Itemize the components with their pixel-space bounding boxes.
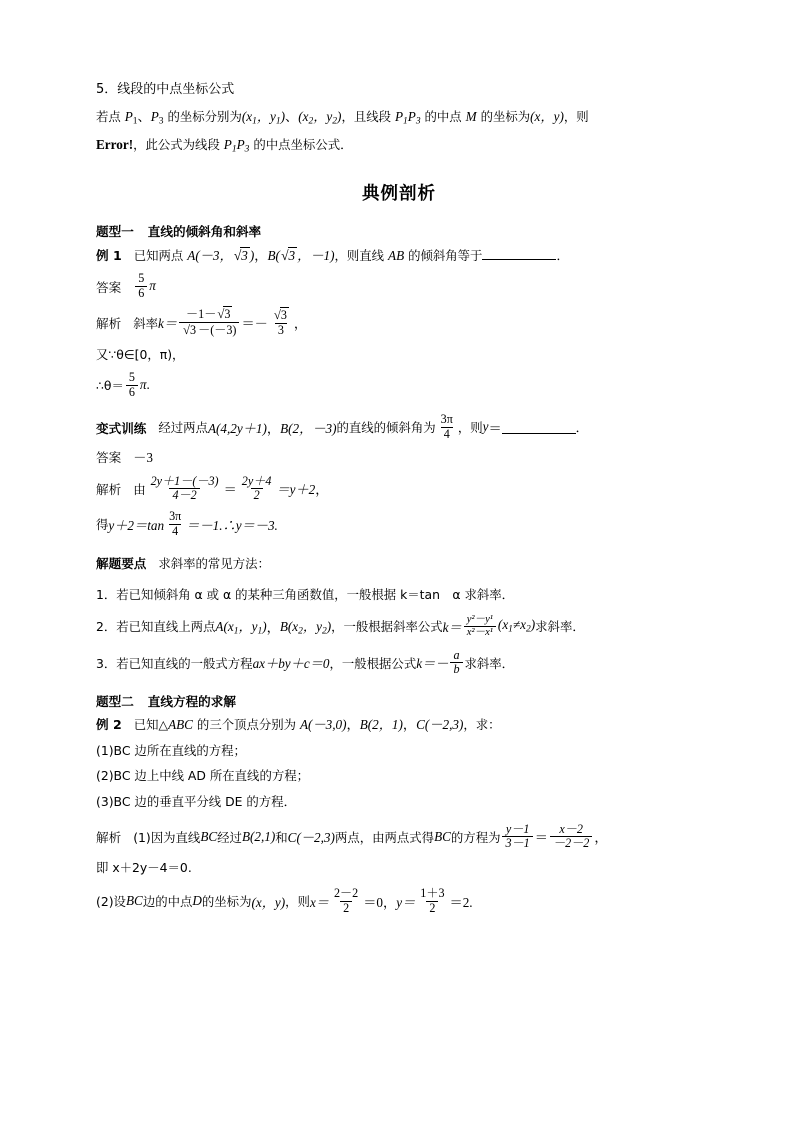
key-point-3 (96, 649, 702, 677)
math-P1P3-b: $P_1P_3$ (223, 137, 250, 156)
equals: ＝ (488, 420, 502, 436)
period: . (146, 377, 150, 393)
section-5-line-1: 若点 $P_1$、$P_3$ 的坐标分别为($x_1$，$y_1$)、($x_2$，$y_2$)，且线段 $P_1P_3$ 的中点 M 的坐标为(x，y)，则 (96, 109, 589, 127)
fraction-y: $\frac{1+3}{2}$ (420, 886, 445, 915)
text-frag: 由 (133, 481, 146, 497)
fraction-var-1: $\frac{2y+1-(-3)}{4-2}$ (150, 473, 219, 503)
text-frag: ，一般根据公式 (329, 655, 417, 671)
text-frag: 边的中点 (142, 894, 193, 910)
example-2-solution-line-1 (96, 823, 702, 851)
text-frag: ，则 (285, 894, 310, 910)
text-frag: 求斜率． (535, 619, 585, 635)
answer-blank (502, 421, 576, 435)
math-C-point: C(－2,3) (287, 830, 335, 846)
math-P1: P (124, 109, 133, 124)
text-frag: ，则 (457, 420, 483, 436)
text-frag: ，一般根据斜率公式 (331, 619, 443, 635)
fraction-ex2-2: $\frac{x-2}{-2-2}$ (550, 823, 592, 851)
math-P1-sub: 1 (132, 116, 138, 127)
math-P3: P (150, 109, 159, 124)
math-BC-3: BC (125, 893, 143, 909)
fraction-var-2: $\frac{2y+4}{2}$ (241, 473, 272, 503)
math-pi: π (149, 278, 156, 294)
text-frag: 的倾斜角等于 (404, 247, 483, 263)
example-1-label: 例 1 (96, 247, 122, 263)
math-P3-sub: 3 (158, 116, 164, 127)
sqrt: √3 (233, 247, 248, 263)
example-2-line: 例 2 已知△ABC 的三个顶点分别为 A(－3,0)，B(2，1)，C(－2,3)，求： (96, 716, 501, 732)
text-frag: 已知△ (133, 716, 169, 732)
math-kp2-cond: $(x_1\ne x_2)$ (497, 617, 536, 636)
math-BC-2: BC (434, 828, 451, 844)
topic-2-heading (96, 691, 702, 710)
math-kp2-B: $B(x_2$，$y_2$) (279, 618, 332, 637)
math-D: D (192, 893, 202, 909)
math-ex2-C: C(－2,3) (416, 716, 464, 732)
fraction-a-b: $\frac{a}{b}$ (450, 649, 462, 677)
text-frag: 的坐标为 (201, 894, 252, 910)
math-coord-1: ($x_1$，$y_1$) (241, 109, 286, 127)
math-point-A: A(－3，√3 ) (187, 248, 254, 263)
math-triangle-ABC: ABC (168, 716, 193, 732)
sqrt: √3 (280, 247, 296, 263)
fraction-3pi-4: $\frac{3\pi}{4}$ (440, 412, 453, 441)
text-frag: 2．若已知直线上两点 (96, 619, 216, 635)
variant-training-line: 变式训练 经过两点 A(4,2y＋1) ， B(2，－3) 的直线的倾斜角为 $\frac{3\pi}{4}$ ，则 y ＝ ． (96, 412, 589, 441)
example-2-question-1: (1)BC 边所在直线的方程； (96, 743, 246, 759)
math-x-eq: x＝ (309, 894, 329, 910)
math-xy: (x，y) (530, 109, 564, 124)
text-frag: ． (575, 420, 589, 436)
error-text: Error! (96, 137, 134, 153)
math-kp2-k: k＝ (442, 619, 462, 635)
fraction-den: √3 －(－3) (179, 322, 239, 338)
solution-label: 解析 (96, 316, 122, 331)
math-var-l2-b: ＝－1.∴y＝－3. (186, 517, 278, 533)
text-frag: 两点，由两点式得 (334, 829, 435, 845)
math-AB: AB (388, 247, 405, 263)
section-5-line-2 (96, 135, 702, 157)
variant-solution-line-2 (96, 510, 702, 538)
solution-label: 解析 (96, 482, 122, 498)
fraction-x: $\frac{2-2}{2}$ (333, 886, 359, 915)
math-kp3-k: k＝－ (416, 656, 449, 672)
text-frag: 又∵θ∈[0，π)， (96, 346, 185, 362)
text-frag: 的三个顶点分别为 (192, 716, 300, 732)
example-2-question-3: (3)BC 边的垂直平分线 DE 的方程． (96, 793, 296, 809)
text-frag: ，则直线 (334, 247, 389, 263)
fraction-5-6-b: $\frac{5}{6}$ (126, 371, 138, 399)
text-comma: 、 (137, 109, 151, 124)
math-coord-2: ($x_2$，$y_2$) (298, 109, 342, 127)
text-frag: 的方程为 (450, 829, 501, 845)
example-1-solution-line-3 (96, 371, 702, 399)
math-B-point: B(2,1) (241, 828, 276, 844)
comma: ， (594, 830, 608, 846)
minus-sign: － (254, 316, 268, 331)
answer-blank (482, 246, 556, 260)
key-point-2: 2．若已知直线上两点 $A(x_1$，$y_1$) ， $B(x_2$，$y_2$) ，一般根据斜率公式 k＝ $\frac{\text{y²－y¹}}{\text{x²－x¹}}$ $(x_1\ne x_2)$ 求斜率． (96, 613, 585, 638)
example-1-solution-line-2 (96, 345, 702, 365)
fraction-den: 3 (275, 323, 287, 338)
section-5-heading: 5．线段的中点坐标公式 (96, 82, 235, 97)
text-frag: 的中点坐标公式． (249, 137, 353, 153)
text-frag: 的直线的倾斜角为 (336, 420, 436, 436)
math-var-B: B(2，－3) (280, 420, 337, 436)
example-1-solution-line-1 (96, 307, 702, 337)
math-xy-2: (x，y) (251, 894, 286, 910)
math-var-result: ＝y＋2 (276, 482, 316, 498)
topic-2-label: 题型二 (96, 693, 134, 709)
example-2-question-2: (2)BC 边上中线 AD 所在直线的方程； (96, 768, 310, 784)
example-2-solution-line-2: 即 x＋2y－4＝0. (96, 860, 192, 876)
math-ex2-B: B(2，1) (359, 716, 403, 732)
key-points-text: 求斜率的常见方法： (158, 556, 270, 572)
fraction-num: √3 (273, 307, 287, 322)
text-frag: (1)因为直线 (133, 829, 201, 845)
answer-label: 答案 (96, 279, 122, 295)
text-frag: 和 (275, 829, 288, 845)
math-pi: π (139, 377, 147, 393)
fraction-num: －1－√3 (186, 307, 231, 322)
topic-1-text: 直线的倾斜角和斜率 (147, 223, 262, 239)
answer-label: 答案 (96, 450, 122, 466)
section-title: 典例剖析 (362, 183, 436, 204)
math-y-eq: y＝ (396, 894, 416, 910)
text-frag: ． (556, 247, 569, 263)
math-M: M (465, 109, 477, 124)
comma: ， (293, 316, 308, 331)
example-1-answer (96, 272, 702, 300)
fraction-5-6: $\frac{5}{6}$ (135, 272, 147, 300)
text-frag: 得 (96, 517, 109, 533)
text-frag: ，则 (563, 109, 589, 124)
text-frag: 的中点 (420, 109, 466, 124)
math-kp3-eq: ax＋by＋c＝0 (252, 656, 330, 672)
math-P1P3: $P_1P_3$ (394, 109, 421, 127)
text-frag: 已知两点 (133, 247, 188, 263)
solution-label: 解析 (96, 830, 122, 846)
math-y-res: ＝2. (449, 894, 473, 910)
equals-sign: ＝ (241, 316, 255, 331)
text-frag: 若点 (96, 109, 125, 124)
text-frag: ，此公式为线段 (133, 137, 224, 153)
math-x-res: ＝0， (363, 894, 397, 910)
text-frag: ，求： (463, 716, 501, 732)
equals-sign: ＝ (534, 830, 548, 846)
topic-1-label: 题型一 (96, 223, 134, 239)
key-points-label: 解题要点 (96, 556, 147, 572)
math-ex2-A: A(－3,0) (300, 716, 347, 732)
math-var-l2-a: y＋2＝tan (108, 517, 165, 533)
fraction-result (270, 308, 292, 337)
fraction-ex2-1: $\frac{y-1}{3-1}$ (502, 823, 532, 851)
variant-answer: －3 (133, 450, 153, 466)
fraction-slope (179, 307, 239, 337)
math-point-B: B(√3 ，－1) (267, 248, 334, 263)
text-frag: 3．若已知直线的一般式方程 (96, 655, 253, 671)
text-frag: (2)设 (96, 894, 126, 910)
text-frag: 经过 (217, 829, 242, 845)
text-frag: 斜率 (133, 315, 158, 331)
comma: ， (315, 482, 329, 498)
text-frag: ，且线段 (341, 109, 395, 124)
math-var-y: y (482, 419, 489, 435)
text-frag: 的坐标分别为 (163, 109, 242, 124)
text-frag: 的坐标为 (476, 109, 531, 124)
key-point-1: 1．若已知倾斜角 α 或 α 的某种三角函数值，一般根据 k＝tan α 求斜率． (96, 586, 515, 602)
math-var-A: A(4,2y＋1) (207, 420, 267, 436)
text-frag: ∴θ＝ (96, 378, 124, 394)
math-kp2-A: $A(x_1$，$y_1$) (215, 618, 267, 637)
topic-2-text: 直线方程的求解 (147, 693, 236, 709)
key-points-heading (96, 554, 702, 574)
variant-answer-line (96, 448, 702, 468)
variant-label: 变式训练 (96, 420, 147, 436)
math-BC: BC (200, 828, 218, 844)
example-1-line: 例 1 已知两点 A(－3，√3 )，B(√3 ，－1)，则直线 AB 的倾斜角等于 ． (96, 245, 702, 266)
fraction-3pi-4-b: $\frac{3\pi}{4}$ (169, 509, 182, 538)
example-2-solution-line-3 (96, 887, 702, 915)
variant-solution-line-1 (96, 475, 702, 503)
topic-1-heading (96, 221, 702, 240)
text-frag: 求斜率． (464, 655, 515, 671)
equals-sign: ＝ (223, 482, 237, 498)
example-2-label: 例 2 (96, 716, 122, 732)
fraction-slope-formula: $\frac{\text{y²－y¹}}{\text{x²－x¹}}$ (464, 614, 496, 639)
math-k-eq: k＝ (157, 316, 178, 331)
text-frag: 经过两点 (158, 420, 208, 436)
